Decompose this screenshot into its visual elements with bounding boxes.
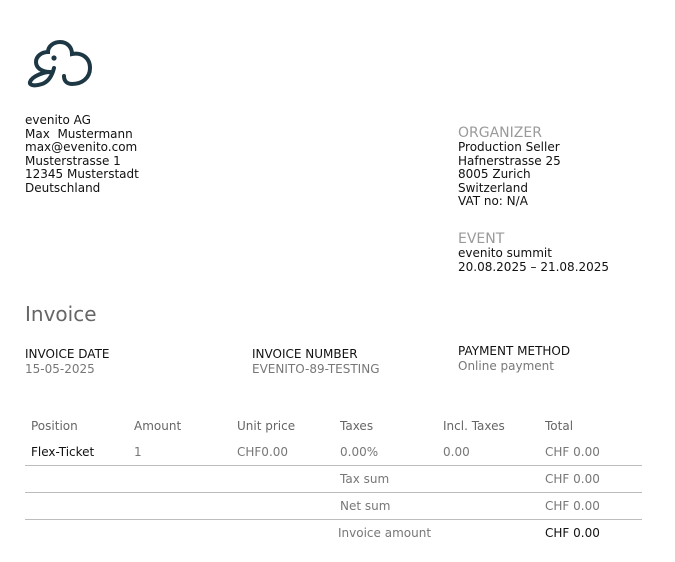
- sender-line: max@evenito.com: [25, 140, 138, 155]
- cell-taxes: 0.00%: [340, 445, 379, 459]
- net-sum-row: [25, 493, 642, 519]
- invoice-date-block: [25, 347, 110, 376]
- sender-line: Max Mustermann: [25, 126, 133, 141]
- table-header: [25, 413, 642, 439]
- cell-total: CHF 0.00: [545, 445, 600, 459]
- tax-sum-row: [25, 466, 642, 492]
- col-header-taxes: Taxes: [340, 419, 374, 433]
- event-name: evenito summit: [458, 246, 552, 260]
- sender-line: evenito AG: [25, 113, 91, 127]
- sender-line: 12345 Musterstadt: [25, 167, 139, 182]
- invoice-amount-value: CHF 0.00: [545, 526, 600, 540]
- col-header-amount: Amount: [134, 419, 182, 433]
- event-block: [458, 231, 609, 274]
- organizer-line: 8005 Zurich: [458, 167, 531, 182]
- net-sum-value: CHF 0.00: [545, 499, 600, 513]
- event-title: EVENT: [458, 231, 505, 247]
- tax-sum-label: Tax sum: [340, 472, 390, 486]
- cell-position: Flex-Ticket: [31, 445, 95, 459]
- col-header-incl-taxes: Incl. Taxes: [443, 419, 505, 433]
- invoice-date-label: INVOICE DATE: [25, 347, 110, 361]
- organizer-line: VAT no: N/A: [458, 194, 528, 209]
- col-header-total: Total: [545, 419, 574, 433]
- cell-amount: 1: [134, 445, 142, 459]
- col-header-position: Position: [31, 419, 78, 433]
- evenito-logo-icon: [24, 38, 98, 88]
- organizer-line: Hafnerstrasse 25: [458, 153, 561, 168]
- organizer-line: Production Seller: [458, 140, 560, 154]
- net-sum-label: Net sum: [340, 499, 391, 513]
- organizer-block: [458, 125, 561, 209]
- payment-method-value: Online payment: [458, 359, 554, 373]
- table-row: [25, 439, 642, 465]
- invoice-number-block: [252, 347, 380, 376]
- col-header-unit-price: Unit price: [237, 419, 296, 433]
- payment-method-label: PAYMENT METHOD: [458, 344, 571, 358]
- invoice-number-value: EVENITO-89-TESTING: [252, 362, 380, 376]
- tax-sum-value: CHF 0.00: [545, 472, 600, 486]
- invoice-amount-label: Invoice amount: [338, 526, 432, 540]
- sender-address: [25, 114, 139, 196]
- payment-method-block: [458, 344, 570, 373]
- invoice-number-label: INVOICE NUMBER: [252, 347, 358, 361]
- invoice-table: [25, 413, 642, 546]
- invoice-title: Invoice: [25, 302, 97, 326]
- sender-line: Musterstrasse 1: [25, 153, 121, 168]
- organizer-line: Switzerland: [458, 180, 528, 195]
- cell-unit-price: CHF0.00: [237, 445, 289, 459]
- invoice-amount-row: [25, 520, 642, 546]
- invoice-date-value: 15-05-2025: [25, 362, 95, 376]
- cell-incl-taxes: 0.00: [443, 445, 470, 459]
- sender-line: Deutschland: [25, 180, 101, 195]
- organizer-title: ORGANIZER: [458, 125, 542, 141]
- event-dates: 20.08.2025 – 21.08.2025: [458, 259, 610, 274]
